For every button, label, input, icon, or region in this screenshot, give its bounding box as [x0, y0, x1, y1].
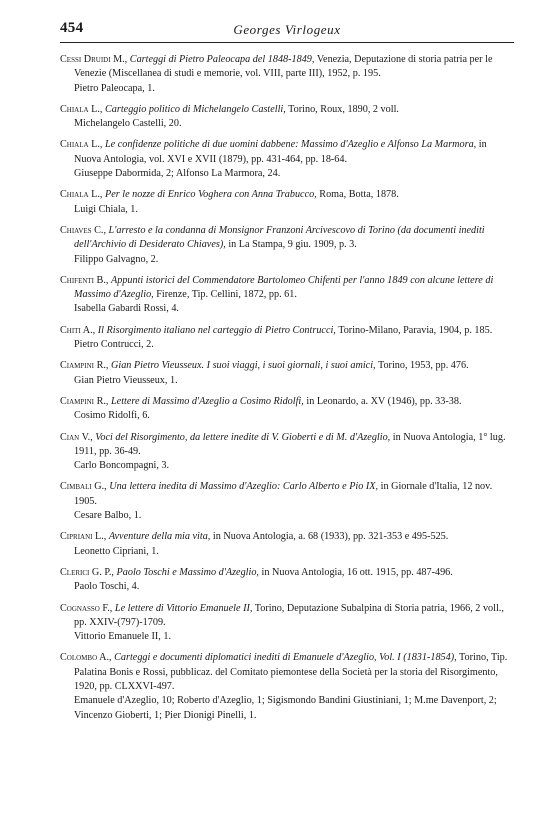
entry-author: Chiala L., — [60, 139, 103, 151]
bibliography-entry — [60, 53, 514, 96]
bibliography-entry — [60, 602, 514, 645]
entry-title: Carteggio politico di Michelangelo Castelli, — [104, 103, 286, 115]
bibliography-entry — [60, 395, 514, 424]
bibliography-entry — [60, 651, 514, 722]
entry-publication: Torino, Deputazione Subalpina di Storia patria, 1966, 2 voll., pp. XXIV-(797)-1709. — [74, 602, 504, 628]
entry-author: Chiala L., — [60, 189, 103, 201]
entry-title: Appunti istorici del Commendatore Bartolomeo Chifenti per l'anno 1849 con alcune lettere di Massimo d'Azeglio, — [74, 274, 494, 301]
bibliography-entry — [60, 224, 514, 267]
citation — [60, 138, 514, 167]
bibliography-entry — [60, 530, 514, 559]
entry-publication: Venezia, Deputazione di storia patria per le Venezie (Miscellanea di studi e memorie, vol. VIII, parte III), 1952, p. 195. — [74, 54, 493, 80]
citation — [60, 224, 514, 253]
bibliography-entry — [60, 103, 514, 132]
correspondents: Giuseppe Dabormida, 2; Alfonso La Marmora, 24. — [74, 168, 281, 180]
entry-title: Carteggi e documenti diplomatici inediti di Emanuele d'Azeglio, Vol. I (1831-1854), — [114, 652, 457, 664]
correspondents: Cosimo Ridolfi, 6. — [74, 410, 150, 422]
citation — [60, 602, 514, 631]
correspondents: Cesare Balbo, 1. — [74, 510, 142, 522]
citation — [60, 274, 514, 303]
entry-author: Ciampini R., — [60, 360, 109, 372]
citation — [60, 431, 514, 460]
entry-title: Voci del Risorgimento, da lettere inedite di V. Gioberti e di M. d'Azeglio, — [95, 431, 391, 443]
correspondents: Leonetto Cipriani, 1. — [74, 545, 159, 557]
bibliography-entry — [60, 324, 514, 353]
page-header — [60, 18, 514, 43]
bibliography-entry — [60, 188, 514, 217]
entry-author: Cognasso F., — [60, 602, 113, 614]
bibliography-entry — [60, 359, 514, 388]
entry-title: Carteggi di Pietro Paleocapa del 1848-1849, — [129, 54, 315, 65]
correspondents: Pietro Paleocapa, 1. — [74, 82, 155, 94]
correspondents: Paolo Toschi, 4. — [74, 581, 140, 593]
correspondents: Michelangelo Castelli, 20. — [74, 118, 182, 130]
correspondents: Luigi Chiala, 1. — [74, 203, 138, 215]
entry-publication: Torino, 1953, pp. 476. — [375, 360, 469, 372]
correspondents: Gian Pietro Vieusseux, 1. — [74, 374, 178, 386]
bibliography-list — [60, 53, 514, 723]
entry-author: Cimbali G., — [60, 481, 107, 493]
entry-publication: in Nuova Antologia, 1° lug. 1911, pp. 36-49. — [74, 431, 506, 457]
correspondents: Vittorio Emanuele II, 1. — [74, 631, 171, 643]
entry-author: Cessi Druidi M., — [60, 54, 128, 65]
entry-title: Una lettera inedita di Massimo d'Azeglio: Carlo Alberto e Pio IX, — [109, 481, 379, 493]
citation — [60, 395, 514, 409]
entry-publication: in Nuova Antologia, 16 ott. 1915, pp. 487-496. — [258, 566, 453, 578]
entry-publication: Roma, Botta, 1878. — [316, 189, 399, 201]
correspondents: Carlo Boncompagni, 3. — [74, 460, 170, 472]
entry-title: L'arresto e la condanna di Monsignor Franzoni Arcivescovo di Torino (da documenti inediti dell'Archivio di Desiderato Chiaves), — [74, 224, 485, 251]
entry-publication: in Nuova Antologia, vol. XVI e XVII (1879), pp. 431-464, pp. 18-64. — [74, 139, 487, 165]
citation — [60, 651, 514, 694]
entry-publication: Torino-Milano, Paravia, 1904, p. 185. — [335, 324, 493, 336]
entry-title: Paolo Toschi e Massimo d'Azeglio, — [116, 566, 259, 578]
citation — [60, 324, 514, 338]
correspondents: Emanuele d'Azeglio, 10; Roberto d'Azeglio, 1; Sigismondo Bandini Giustiniani, 1; M.me Davenport, 2; Vincenzo Gioberti, 1; Pier Dionigi Pinelli, 1. — [74, 695, 497, 721]
running-title: Georges Virlogeux — [233, 22, 341, 37]
entry-title: Avventure della mia vita, — [108, 531, 211, 543]
correspondents: Isabella Gabardi Rossi, 4. — [74, 303, 179, 315]
citation — [60, 480, 514, 509]
entry-author: Chiaves C., — [60, 224, 106, 236]
entry-publication: Firenze, Tip. Cellini, 1872, pp. 61. — [153, 289, 297, 301]
entry-publication: in Giornale d'Italia, 12 nov. 1905. — [74, 481, 493, 507]
entry-publication: Torino, Roux, 1890, 2 voll. — [285, 103, 399, 115]
correspondents: Filippo Galvagno, 2. — [74, 253, 159, 265]
entry-title: Le lettere di Vittorio Emanuele II, — [114, 602, 253, 614]
correspondents: Pietro Contrucci, 2. — [74, 339, 154, 351]
bibliography-entry — [60, 431, 514, 474]
bibliography-entry — [60, 138, 514, 181]
entry-title: Gian Pietro Vieusseux. I suoi viaggi, i suoi giornali, i suoi amici, — [111, 360, 376, 372]
page-number: 454 — [60, 20, 84, 36]
citation — [60, 53, 514, 82]
entry-author: Cian V., — [60, 431, 93, 443]
bibliography-entry — [60, 566, 514, 595]
entry-title: Per le nozze di Enrico Voghera con Anna Trabucco, — [104, 189, 317, 201]
entry-author: Cipriani L., — [60, 531, 107, 543]
citation — [60, 530, 514, 544]
entry-author: Chiti A., — [60, 324, 96, 336]
entry-author: Colombo A., — [60, 652, 112, 664]
citation — [60, 103, 514, 117]
entry-author: Ciampini R., — [60, 395, 109, 407]
entry-publication: Torino, Tip. Palatina Bonis e Rossi, pubblicaz. del Comitato piemontese della Società per la storia del Risorgimento, 1920, pp. CLXXVI-497. — [74, 652, 508, 692]
entry-title: Le confidenze politiche di due uomini dabbene: Massimo d'Azeglio e Alfonso La Marmora, — [104, 139, 477, 151]
entry-title: Lettere di Massimo d'Azeglio a Cosimo Ridolfi, — [111, 395, 304, 407]
citation — [60, 566, 514, 580]
citation — [60, 188, 514, 202]
entry-publication: in La Stampa, 9 giu. 1909, p. 3. — [225, 239, 357, 251]
bibliography-entry — [60, 274, 514, 317]
citation — [60, 359, 514, 373]
entry-publication: in Leonardo, a. XV (1946), pp. 33-38. — [303, 395, 462, 407]
entry-publication: in Nuova Antologia, a. 68 (1933), pp. 321-353 e 495-525. — [210, 531, 449, 543]
entry-author: Chifenti B., — [60, 274, 109, 286]
entry-author: Chiala L., — [60, 103, 103, 115]
entry-title: Il Risorgimento italiano nel carteggio di Pietro Contrucci, — [97, 324, 336, 336]
entry-author: Clerici G. P., — [60, 566, 114, 578]
bibliography-entry — [60, 480, 514, 523]
